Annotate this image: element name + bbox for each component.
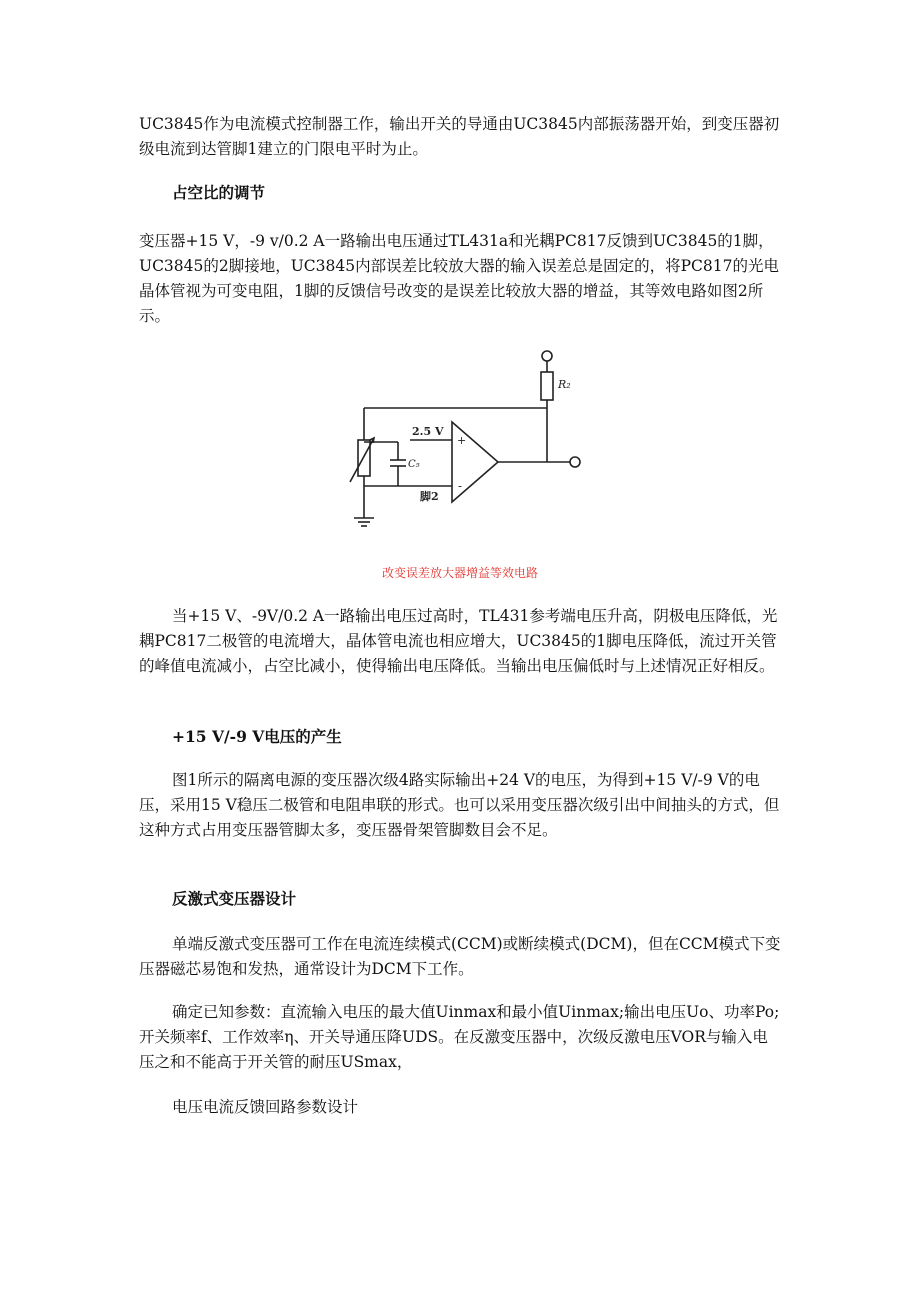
circuit-diagram xyxy=(340,340,600,540)
heading-voltage-generation: +15 V/-9 V电压的产生 xyxy=(172,727,342,746)
figure-caption: 改变误差放大器增益等效电路 xyxy=(381,566,538,580)
paragraph-overvoltage: 当+15 V、-9V/0.2 A一路输出电压过高时，TL431参考端电压升高，阴极电压降低，光耦PC817二极管的电流增大，晶体管电流也相应增大，UC3845的1脚电压降低，流过开关管的峰值电流减小，占空比减小，使得输出电压降低。当输出电压偏低时与上述情况正好相反。 xyxy=(139,607,778,675)
resistor-r2 xyxy=(541,372,553,400)
label-minus: - xyxy=(458,479,463,493)
paragraph-known-parameters: 确定已知参数：直流输入电压的最大值Uinmax和最小值Uinmax;输出电压Uo、功率Po;开关频率f、工作效率η、开关导通压降UDS。在反激变压器中，次级反激电压VOR与输入电压之和不能高于开关管的耐压USmax， xyxy=(139,1003,780,1071)
paragraph-uc3845-intro: UC3845作为电流模式控制器工作，输出开关的导通由UC3845内部振荡器开始，到变压器初级电流到达管脚1建立的门限电平时为止。 xyxy=(139,115,780,158)
circuit-figure xyxy=(340,340,600,540)
label-pin2: 脚2 xyxy=(420,490,439,503)
label-c5: C₅ xyxy=(408,459,420,470)
label-2-5v: 2.5 V xyxy=(412,425,444,438)
top-terminal xyxy=(542,351,552,361)
paragraph-voltage-generation: 图1所示的隔离电源的变压器次级4路实际输出+24 V的电压，为得到+15 V/-9 V的电压，采用15 V稳压二极管和电阻串联的形式。也可以采用变压器次级引出中间抽头的方式，但这种方式占用变压器管脚太多，变压器骨架管脚数目会不足。 xyxy=(139,771,780,839)
paragraph-feedback: 变压器+15 V，-9 v/0.2 A一路输出电压通过TL431a和光耦PC817反馈到UC3845的1脚，UC3845的2脚接地，UC3845内部误差比较放大器的输入误差总是固定的，将PC817的光电晶体管视为可变电阻，1脚的反馈信号改变的是误差比较放大器的增益，其等效电路如图2所示。 xyxy=(139,232,779,325)
label-r2: R₂ xyxy=(558,378,571,391)
paragraph-ccm-dcm: 单端反激式变压器可工作在电流连续模式(CCM)或断续模式(DCM)，但在CCM模式下变压器磁芯易饱和发热，通常设计为DCM下工作。 xyxy=(139,935,781,978)
paragraph-feedback-loop: 电压电流反馈回路参数设计 xyxy=(172,1098,359,1116)
heading-flyback-design: 反激式变压器设计 xyxy=(172,889,297,908)
output-terminal xyxy=(570,457,580,467)
heading-duty-cycle: 占空比的调节 xyxy=(172,183,266,202)
label-plus: + xyxy=(457,434,467,447)
